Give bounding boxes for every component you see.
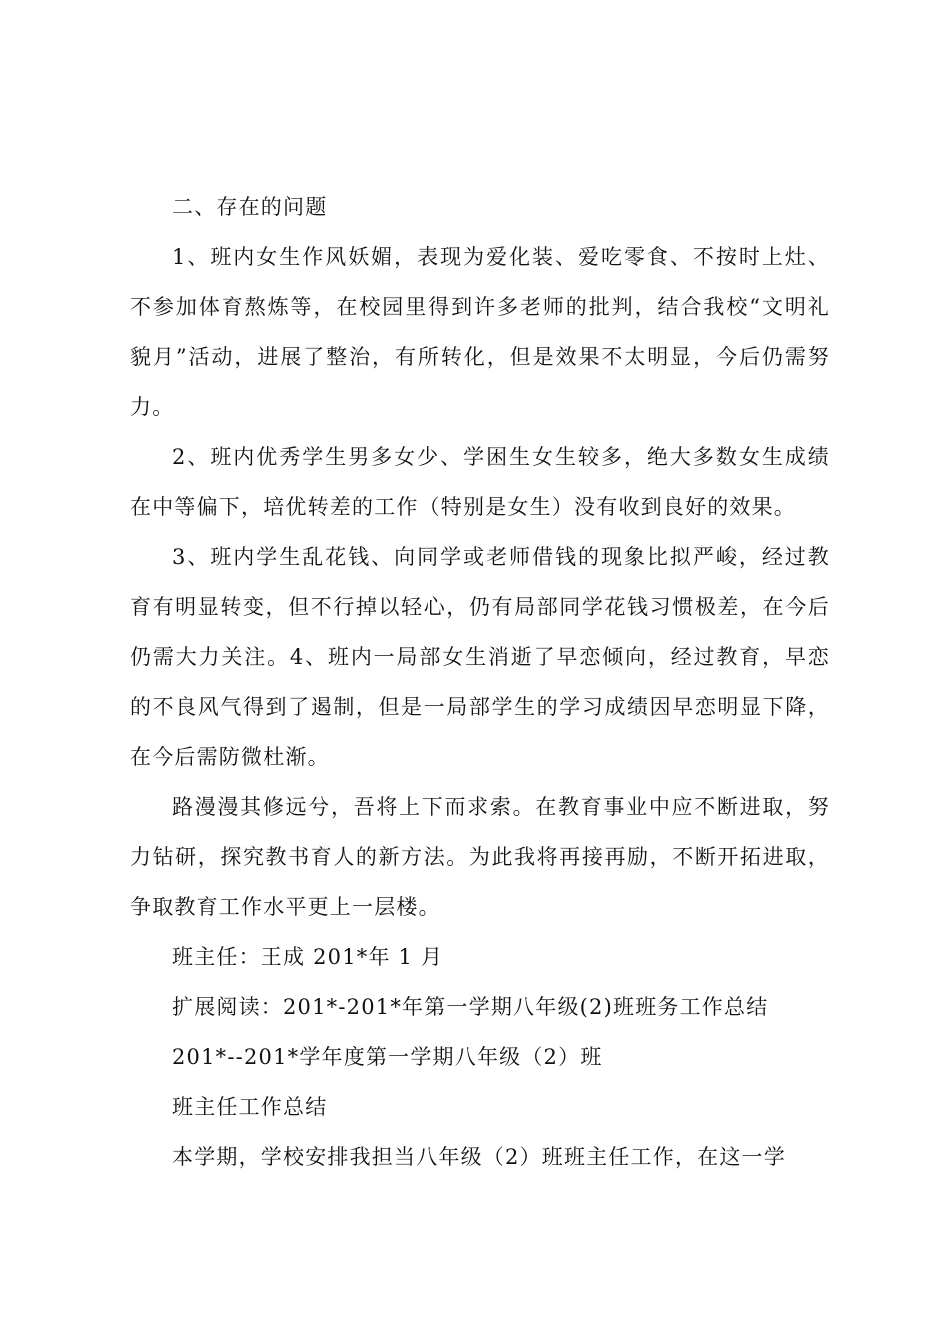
intro-text-line: 本学期，学校安排我担当八年级（2）班班主任工作，在这一学 bbox=[172, 1145, 786, 1169]
extended-reading-title: 扩展阅读：201*-201*年第一学期八年级(2)班班务工作总结 bbox=[172, 995, 769, 1019]
paragraph-issue-2: 2、班内优秀学生男多女少、学困生女生较多，绝大多数女生成绩在中等偏下，培优转差的工作（特别是女生）没有收到良好的效果。 bbox=[130, 445, 830, 519]
paragraph-issue-1: 1、班内女生作风妖媚，表现为爱化装、爱吃零食、不按时上灶、不参加体育熬炼等，在校园里得到许多老师的批判，结合我校“文明礼貌月”活动，进展了整治，有所转化，但是效果不太明显，今后仍需努力。 bbox=[130, 245, 830, 419]
document-body bbox=[130, 182, 830, 1182]
summary-subtitle-line-1: 201*--201*学年度第一学期八年级（2）班 bbox=[172, 1045, 603, 1069]
paragraph-conclusion: 路漫漫其修远兮，吾将上下而求索。在教育事业中应不断进取，努力钻研，探究教书育人的新方法。为此我将再接再励，不断开拓进取，争取教育工作水平更上一层楼。 bbox=[130, 795, 830, 919]
signature-line: 班主任：王成 201*年 1 月 bbox=[172, 945, 444, 969]
section-heading: 二、存在的问题 bbox=[172, 195, 328, 219]
summary-subtitle-line-2: 班主任工作总结 bbox=[172, 1095, 328, 1119]
paragraph-issue-3-4: 3、班内学生乱花钱、向同学或老师借钱的现象比拟严峻，经过教育有明显转变，但不行掉以轻心，仍有局部同学花钱习惯极差，在今后仍需大力关注。4、班内一局部女生消逝了早恋倾向，经过教育，早恋的不良风气得到了遏制，但是一局部学生的学习成绩因早恋明显下降，在今后需防微杜渐。 bbox=[130, 545, 830, 769]
